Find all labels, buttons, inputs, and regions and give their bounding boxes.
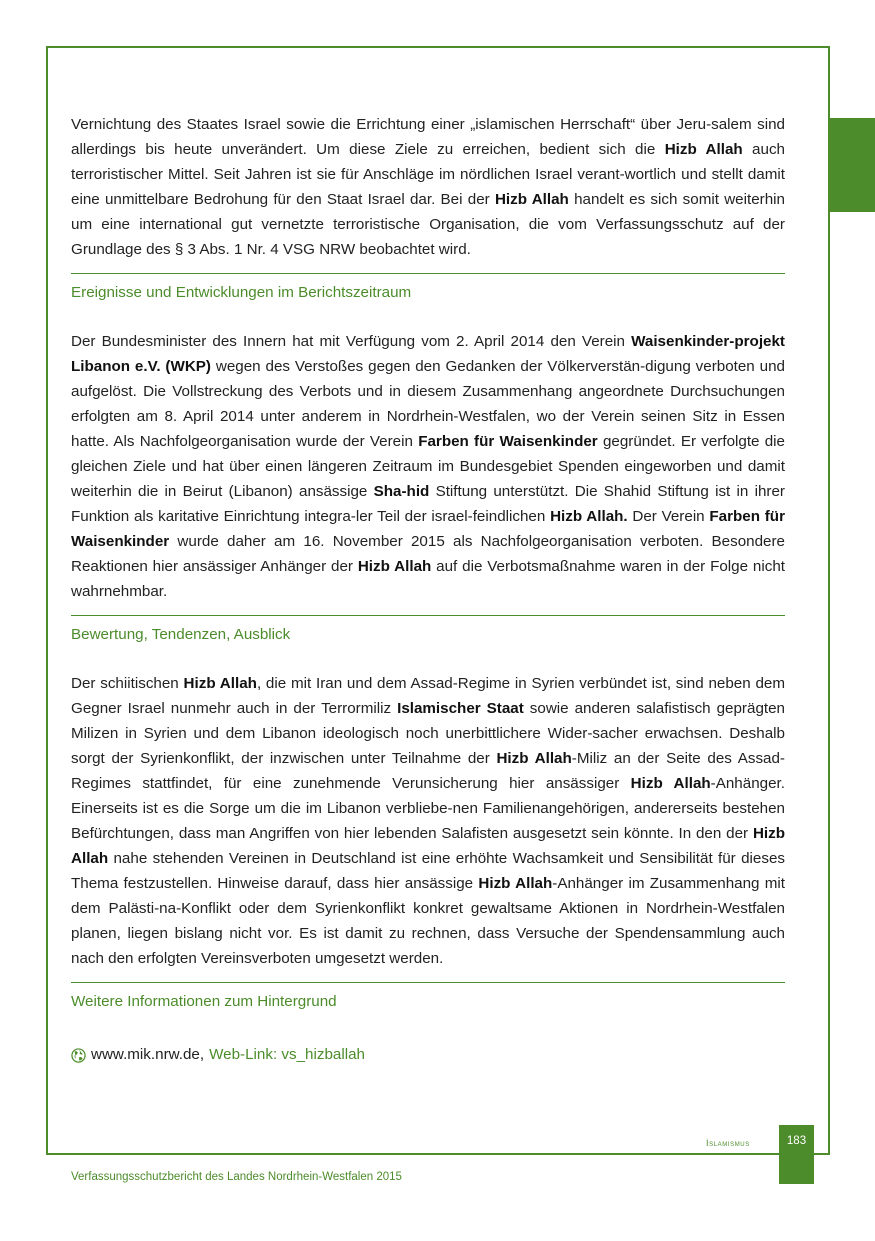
main-content (71, 112, 785, 1066)
page-number: 183 (786, 1135, 807, 1147)
section-divider (71, 273, 785, 274)
chapter-tab-marker (829, 118, 875, 212)
bold-term: Waisenkinder-projekt Libanon e.V. (WKP) (71, 333, 785, 375)
section-heading-assessment: Bewertung, Tendenzen, Ausblick (71, 626, 291, 643)
bold-term: Hizb Allah (664, 141, 743, 158)
text-run: Vernichtung des Staates Israel sowie die Errichtung einer „islamischen Herrschaft“ über Jeru-salem sind allerdings bis heute unverändert. Um diese Ziele zu erreichen, bedient sich die (71, 116, 785, 158)
text-run: Der Bundesminister des Innern hat mit Verfügung vom 2. April 2014 den Verein (71, 333, 632, 350)
text-run: -Anhänger im Zusammenhang mit dem Palästi-na-Konflikt oder dem Syrienkonflikt konkret gewaltsame Aktionen in Nordrhein-Westfalen planen, liegen bislang nicht vor. Es ist damit zu rechnen, dass Versuche der Spendensammlung auch nach den erfolgten Vereinsverboten umgesetzt werden. (71, 875, 785, 967)
paragraph-intro (71, 112, 785, 262)
section-divider (71, 982, 785, 983)
text-run: auf die Verbotsmaßnahme waren in der Folge nicht wahrnehmbar. (71, 558, 785, 600)
page-number-box (779, 1125, 814, 1184)
text-run: Der Verein (627, 508, 710, 525)
bold-term: Islamischer Staat (397, 700, 524, 717)
globe-icon (71, 1048, 86, 1063)
section-divider (71, 615, 785, 616)
text-run: wegen des Verstoßes gegen den Gedanken der Völkerverstän-digung verboten und aufgelöst. Die Vollstreckung des Verbots und in diesem Zusammenhang angeordnete Durchsuchungen erfolgten am 8. April 2014 unter anderem in Nordrhein-Westfalen, wo der Verein seinen Sitz in Essen hatte. Als Nachfolgeorganisation wurde der Verein (71, 358, 785, 450)
text-run: sowie anderen salafistisch geprägten Milizen in Syrien und dem Libanon ideologisch noch unerbittlichere Wider-sacher erwachsen. Deshalb sorgt der Syrienkonflikt, der inzwischen unter Teilnahme der (71, 700, 785, 767)
paragraph-events (71, 329, 785, 604)
links-line (71, 1044, 785, 1066)
section-heading-further-info: Weitere Informationen zum Hintergrund (71, 993, 337, 1010)
text-run: Der schiitischen (71, 675, 184, 692)
text-run: handelt es sich somit weiterhin um eine international gut vernetzte terroristische Organisation, die vom Verfassungsschutz auf der Grundlage des § 3 Abs. 1 Nr. 4 VSG NRW beobachtet wird. (71, 191, 785, 258)
bold-term: Hizb Allah (357, 558, 432, 575)
bold-term: Hizb Allah (478, 875, 553, 892)
paragraph-assessment (71, 671, 785, 971)
bold-term: Hizb Allah (183, 675, 257, 692)
bold-term: Hizb Allah (494, 191, 569, 208)
bold-term: Farben für Waisenkinder (71, 508, 785, 550)
footer-section-label: Islamismus (706, 1138, 750, 1148)
bold-term: Farben für Waisenkinder (418, 433, 598, 450)
web-link-hizballah[interactable]: Web-Link: vs_hizballah (209, 1046, 365, 1063)
website-link[interactable]: www.mik.nrw.de, (91, 1046, 205, 1063)
bold-term: Hizb Allah. (550, 508, 628, 525)
text-run: nahe stehenden Vereinen in Deutschland ist eine erhöhte Wachsamkeit und Sensibilität für dieses Thema festzustellen. Hinweise darauf, dass hier ansässige (71, 850, 785, 892)
text-run: wurde daher am 16. November 2015 als Nachfolgeorganisation verboten. Besondere Reaktionen hier ansässiger Anhänger der (71, 533, 785, 575)
text-run: auch terroristischer Mittel. Seit Jahren ist sie für Anschläge im nördlichen Israel verant-wortlich und stellt damit eine unmittelbare Bedrohung für den Staat Israel dar. Bei der (71, 141, 785, 208)
bold-term: Hizb Allah (71, 825, 785, 867)
footer-report-title: Verfassungsschutzbericht des Landes Nordrhein-Westfalen 2015 (71, 1171, 402, 1183)
text-run: -Miliz an der Seite des Assad-Regimes stattfindet, für eine zunehmende Verunsicherung hier ansässiger (71, 750, 785, 792)
text-run: , die mit Iran und dem Assad-Regime in Syrien verbündet ist, sind neben dem Gegner Israel nunmehr auch in der Terrormiliz (71, 675, 785, 717)
bold-term: Hizb Allah (630, 775, 711, 792)
text-run: gegründet. Er verfolgte die gleichen Ziele und hat über einen längeren Zeitraum im Bundesgebiet Spenden eingeworben und damit weiterhin die in Beirut (Libanon) ansässige (71, 433, 785, 500)
text-run: Stiftung unterstützt. Die Shahid Stiftung ist in ihrer Funktion als karitative Einrichtung integra-ler Teil der israel-feindlichen (71, 483, 785, 525)
section-heading-events: Ereignisse und Entwicklungen im Berichtszeitraum (71, 284, 412, 301)
bold-term: Hizb Allah (496, 750, 572, 767)
text-run: -Anhänger. Einerseits ist es die Sorge um die im Libanon verbliebe-nen Familienangehörigen, andererseits bestehen Befürchtungen, dass man Angriffen von hier lebenden Salafisten ausgesetzt sein könnte. In den der (71, 775, 785, 842)
bold-term: Sha-hid (373, 483, 430, 500)
